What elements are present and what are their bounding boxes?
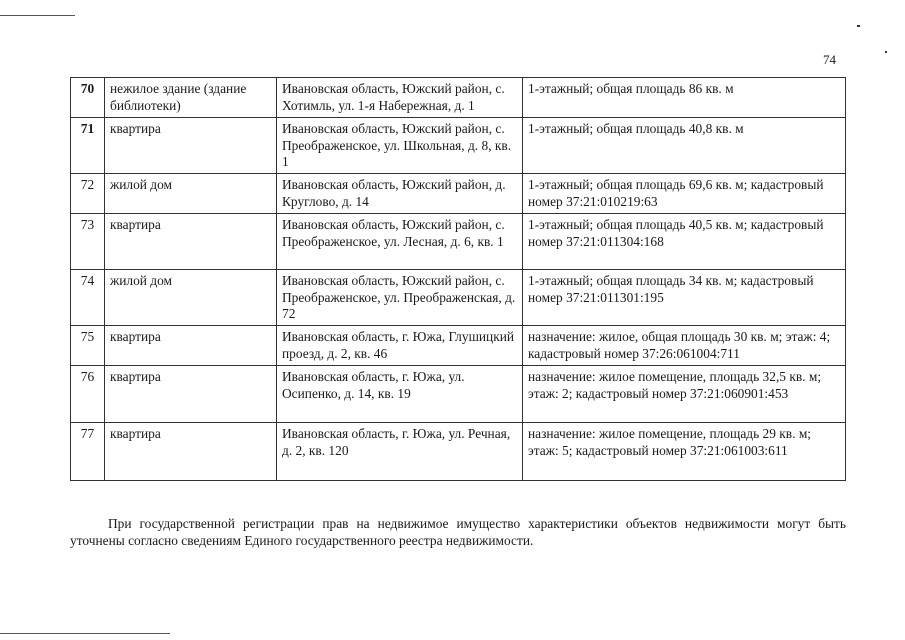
property-type: квартира bbox=[105, 326, 277, 366]
table-row bbox=[71, 366, 846, 423]
table-row bbox=[71, 326, 846, 366]
row-number: 70 bbox=[71, 78, 105, 118]
table-row bbox=[71, 270, 846, 326]
row-number: 71 bbox=[71, 118, 105, 174]
table-row bbox=[71, 214, 846, 270]
property-address: Ивановская область, г. Южа, ул. Речная, д. 2, кв. 120 bbox=[277, 423, 523, 481]
property-details: 1-этажный; общая площадь 86 кв. м bbox=[523, 78, 846, 118]
row-number: 74 bbox=[71, 270, 105, 326]
scan-artifact bbox=[885, 51, 887, 53]
property-address: Ивановская область, г. Южа, ул. Осипенко, д. 14, кв. 19 bbox=[277, 366, 523, 423]
row-number: 72 bbox=[71, 174, 105, 214]
property-type: квартира bbox=[105, 423, 277, 481]
property-details: назначение: жилое помещение, площадь 32,5 кв. м; этаж: 2; кадастровый номер 37:21:060901:453 bbox=[523, 366, 846, 423]
row-number: 77 bbox=[71, 423, 105, 481]
property-type: нежилое здание (здание библиотеки) bbox=[105, 78, 277, 118]
table-row bbox=[71, 174, 846, 214]
property-address: Ивановская область, Южский район, с. Хотимль, ул. 1-я Набережная, д. 1 bbox=[277, 78, 523, 118]
property-address: Ивановская область, Южский район, с. Преображенское, ул. Преображенская, д. 72 bbox=[277, 270, 523, 326]
property-details: назначение: жилое, общая площадь 30 кв. м; этаж: 4; кадастровый номер 37:26:061004:711 bbox=[523, 326, 846, 366]
property-type: жилой дом bbox=[105, 174, 277, 214]
row-number: 75 bbox=[71, 326, 105, 366]
property-address: Ивановская область, Южский район, д. Круглово, д. 14 bbox=[277, 174, 523, 214]
top-rule bbox=[0, 15, 75, 16]
property-details: 1-этажный; общая площадь 40,5 кв. м; кадастровый номер 37:21:011304:168 bbox=[523, 214, 846, 270]
property-details: 1-этажный; общая площадь 40,8 кв. м bbox=[523, 118, 846, 174]
property-address: Ивановская область, Южский район, с. Преображенское, ул. Школьная, д. 8, кв. 1 bbox=[277, 118, 523, 174]
property-address: Ивановская область, Южский район, с. Преображенское, ул. Лесная, д. 6, кв. 1 bbox=[277, 214, 523, 270]
table-row bbox=[71, 118, 846, 174]
property-type: жилой дом bbox=[105, 270, 277, 326]
footer-note: При государственной регистрации прав на недвижимое имущество характеристики объектов недвижимости могут быть уточнены согласно сведениям Единого государственного реестра недвижимости. bbox=[70, 516, 846, 549]
row-number: 76 bbox=[71, 366, 105, 423]
property-details: 1-этажный; общая площадь 34 кв. м; кадастровый номер 37:21:011301:195 bbox=[523, 270, 846, 326]
property-type: квартира bbox=[105, 118, 277, 174]
scan-artifact bbox=[857, 25, 860, 27]
table-row bbox=[71, 423, 846, 481]
property-type: квартира bbox=[105, 214, 277, 270]
page-number: 74 bbox=[823, 52, 836, 67]
property-address: Ивановская область, г. Южа, Глушицкий проезд, д. 2, кв. 46 bbox=[277, 326, 523, 366]
table-row bbox=[71, 78, 846, 118]
property-type: квартира bbox=[105, 366, 277, 423]
property-table bbox=[70, 77, 846, 481]
property-details: назначение: жилое помещение, площадь 29 кв. м; этаж: 5; кадастровый номер 37:21:061003:611 bbox=[523, 423, 846, 481]
property-details: 1-этажный; общая площадь 69,6 кв. м; кадастровый номер 37:21:010219:63 bbox=[523, 174, 846, 214]
bottom-rule bbox=[0, 633, 170, 634]
row-number: 73 bbox=[71, 214, 105, 270]
